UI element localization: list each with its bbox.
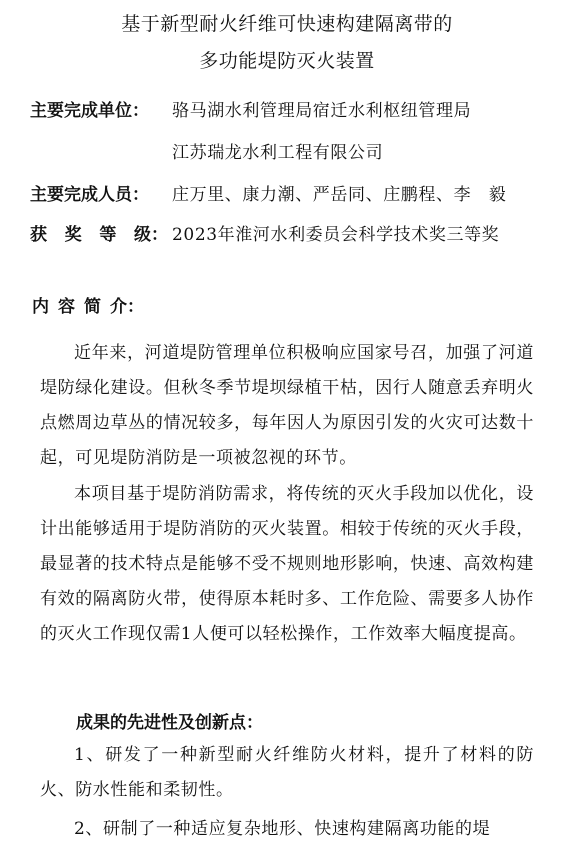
unit-value-1: 骆马湖水利管理局宿迁水利枢纽管理局 [172, 101, 472, 121]
people-label: 主要完成人员： [30, 185, 149, 205]
intro-label-char-2: 容 [58, 297, 75, 317]
award-value: 2023年淮河水利委员会科学技术奖三等奖 [172, 225, 500, 245]
unit-value-2: 江苏瑞龙水利工程有限公司 [172, 143, 384, 163]
intro-label-char-3: 简 [84, 297, 101, 317]
award-label-char-3: 等 [99, 225, 117, 245]
innovation-item-1: 1、研发了一种新型耐火纤维防火材料，提升了材料的防火、防水性能和柔韧性。 [40, 745, 534, 800]
award-label-char-4: 级： [133, 225, 168, 245]
award-label-char-1: 获 [30, 225, 47, 245]
intro-paragraph-1: 近年来，河道堤防管理单位积极响应国家号召，加强了河道堤防绿化建设。但秋冬季节堤坝绿植干枯，因行人随意丢弃明火点燃周边草丛的情况较多，每年因人为原因引发的火灾可达数十起，可见堤防消防是一项被忽视的环节。 [40, 343, 534, 468]
intro-label-char-1: 内 [32, 297, 49, 317]
document-title-line-1: 基于新型耐火纤维可快速构建隔离带的 [121, 13, 453, 35]
innovation-item-2: 2、研制了一种适应复杂地形、快速构建隔离功能的堤 [74, 819, 491, 839]
intro-label [32, 292, 144, 317]
award-label-char-2: 奖 [64, 225, 82, 245]
people-value: 庄万里、康力潮、严岳同、庄鹏程、李 毅 [172, 185, 507, 205]
award-label [30, 220, 168, 245]
document-title-line-2: 多功能堤防灭火装置 [199, 50, 375, 72]
innovation-heading: 成果的先进性及创新点： [76, 713, 263, 733]
unit-label: 主要完成单位： [30, 101, 149, 121]
intro-paragraph-2: 本项目基于堤防消防需求，将传统的灭火手段加以优化，设计出能够适用于堤防消防的灭火装置。相较于传统的灭火手段，最显著的技术特点是能够不受不规则地形影响，快速、高效构建有效的隔离防火带，使得原本耗时多、工作危险、需要多人协作的灭火工作现仅需1人便可以轻松操作，工作效率大幅度提高。 [40, 484, 534, 644]
intro-label-char-4: 介： [110, 297, 144, 317]
